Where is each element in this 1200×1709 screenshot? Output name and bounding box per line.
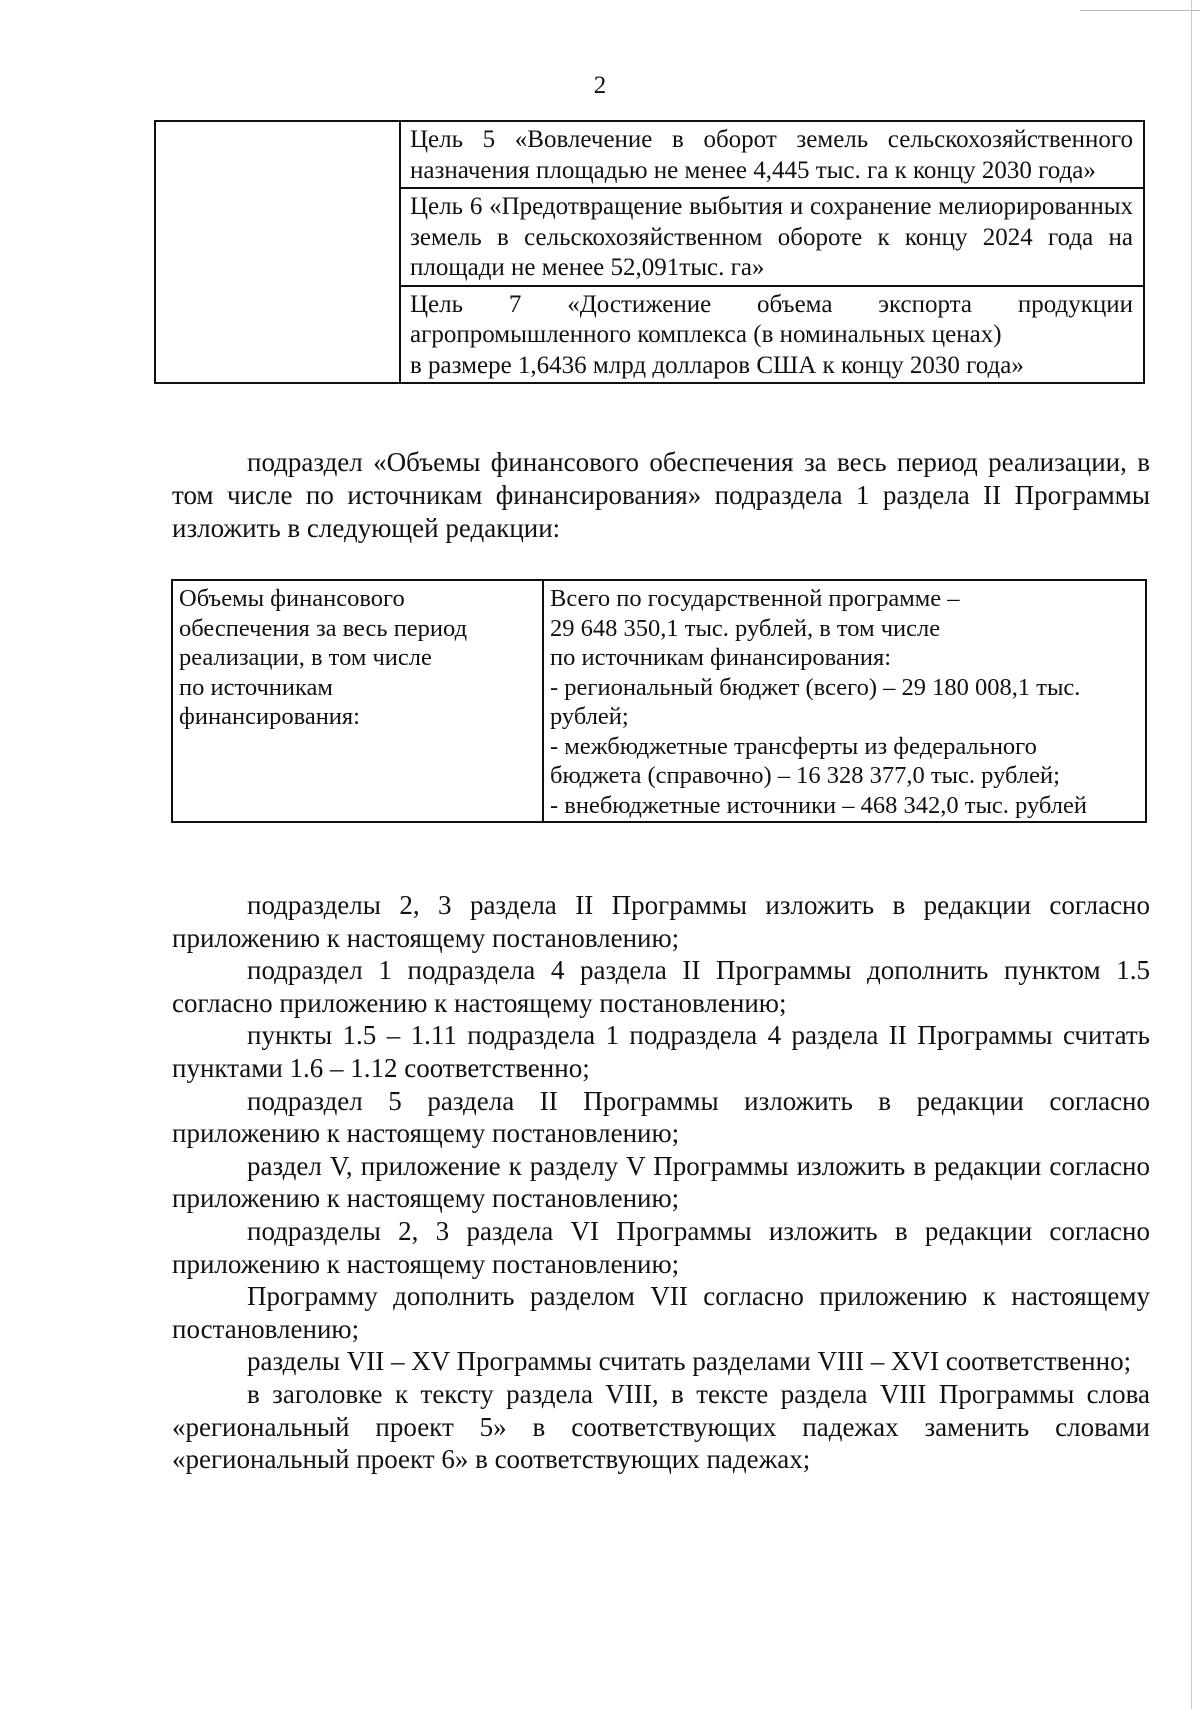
amendment-paragraph: Программу дополнить разделом VII согласно приложению к настоящему постановлению; [172, 1281, 1150, 1344]
amendment-paragraph: пункты 1.5 – 1.11 подраздела 1 подраздела 4 раздела II Программы считать пунктами 1.6 – 1.12 соответственно; [172, 1020, 1150, 1083]
goals-table-empty-cell [155, 121, 400, 383]
finance-value-line: 29 648 350,1 тыс. рублей, в том числе [550, 614, 941, 642]
finance-label-line: обеспечения за весь период [179, 614, 468, 642]
finance-label-line: Объемы финансового [179, 585, 405, 612]
finance-table [171, 579, 1147, 823]
intro-paragraph: подраздел «Объемы финансового обеспечения за весь период реализации, в том числе по источникам финансирования» подраздела 1 раздела II Программы изложить в следующей редакции: [172, 447, 1150, 543]
goal-6-text: Цель 6 «Предотвращение выбытия и сохранение мелиорированных земель в сельскохозяйственном обороте к концу 2024 года на площади не менее 52,091тыс. га» [410, 193, 1133, 281]
scan-edge-right [1191, 0, 1192, 1709]
amendment-paragraph: подразделы 2, 3 раздела VI Программы изложить в редакции согласно приложению к настоящему постановлению; [172, 1215, 1150, 1279]
finance-label-line: по источникам [179, 673, 333, 701]
finance-value-line: по источникам финансирования: [550, 644, 892, 671]
amendment-paragraph: подраздел 1 подраздела 4 раздела II Программы дополнить пунктом 1.5 согласно приложению к настоящему постановлению; [172, 955, 1150, 1018]
amendment-paragraph: разделы VII – XV Программы считать разделами VIII – XVI соответственно; [247, 1346, 1132, 1377]
finance-value-line: - межбюджетные трансферты из федерального [550, 732, 1037, 760]
finance-value-line: рублей; [550, 703, 629, 730]
finance-value-line: - региональный бюджет (всего) – 29 180 008,1 тыс. [550, 673, 1081, 701]
goal-7-cell [400, 286, 1144, 384]
intro-block [172, 446, 1150, 545]
goal-5-text: Цель 5 «Вовлечение в оборот земель сельскохозяйственного назначения площадью не менее 4,445 тыс. га к концу 2030 года» [410, 126, 1133, 184]
goal-6-cell [400, 188, 1144, 286]
finance-label-line: реализации, в том числе [179, 644, 432, 671]
amendment-paragraph: в заголовке к тексту раздела VIII, в тексте раздела VIII Программы слова «региональный проект 5» в соответствующих падежах заменить словами «региональный проект 6» в соответствующих падежах; [172, 1378, 1150, 1475]
table-row [155, 121, 1144, 188]
finance-value-line: Всего по государственной программе – [550, 585, 960, 612]
finance-value-cell [543, 580, 1146, 822]
amendment-paragraph: подраздел 5 раздела II Программы изложить в редакции согласно приложению к настоящему постановлению; [172, 1085, 1150, 1149]
goals-table [154, 120, 1145, 384]
finance-label-line: финансирования: [179, 703, 360, 730]
amendments-block [172, 889, 1150, 1476]
goal-7-text-line-1: Цель 7 «Достижение объема экспорта продукции агропромышленного комплекса (в номинальных ценах) [410, 290, 1133, 348]
page-number: 2 [593, 72, 607, 99]
table-row [172, 580, 1146, 822]
goal-5-cell [400, 121, 1144, 188]
amendment-paragraph: раздел V, приложение к разделу V Программы изложить в редакции согласно приложению к настоящему постановлению; [172, 1150, 1150, 1214]
scan-edge-top [1080, 10, 1200, 11]
finance-value-line: - внебюджетные источники – 468 342,0 тыс. рублей [550, 791, 1087, 819]
goal-7-text-line-2: в размере 1,6436 млрд долларов США к концу 2030 года» [410, 351, 1024, 379]
finance-value-line: бюджета (справочно) – 16 328 377,0 тыс. рублей; [550, 762, 1060, 789]
finance-label-cell [172, 580, 543, 822]
amendment-paragraph: подразделы 2, 3 раздела II Программы изложить в редакции согласно приложению к настоящему постановлению; [172, 890, 1150, 953]
